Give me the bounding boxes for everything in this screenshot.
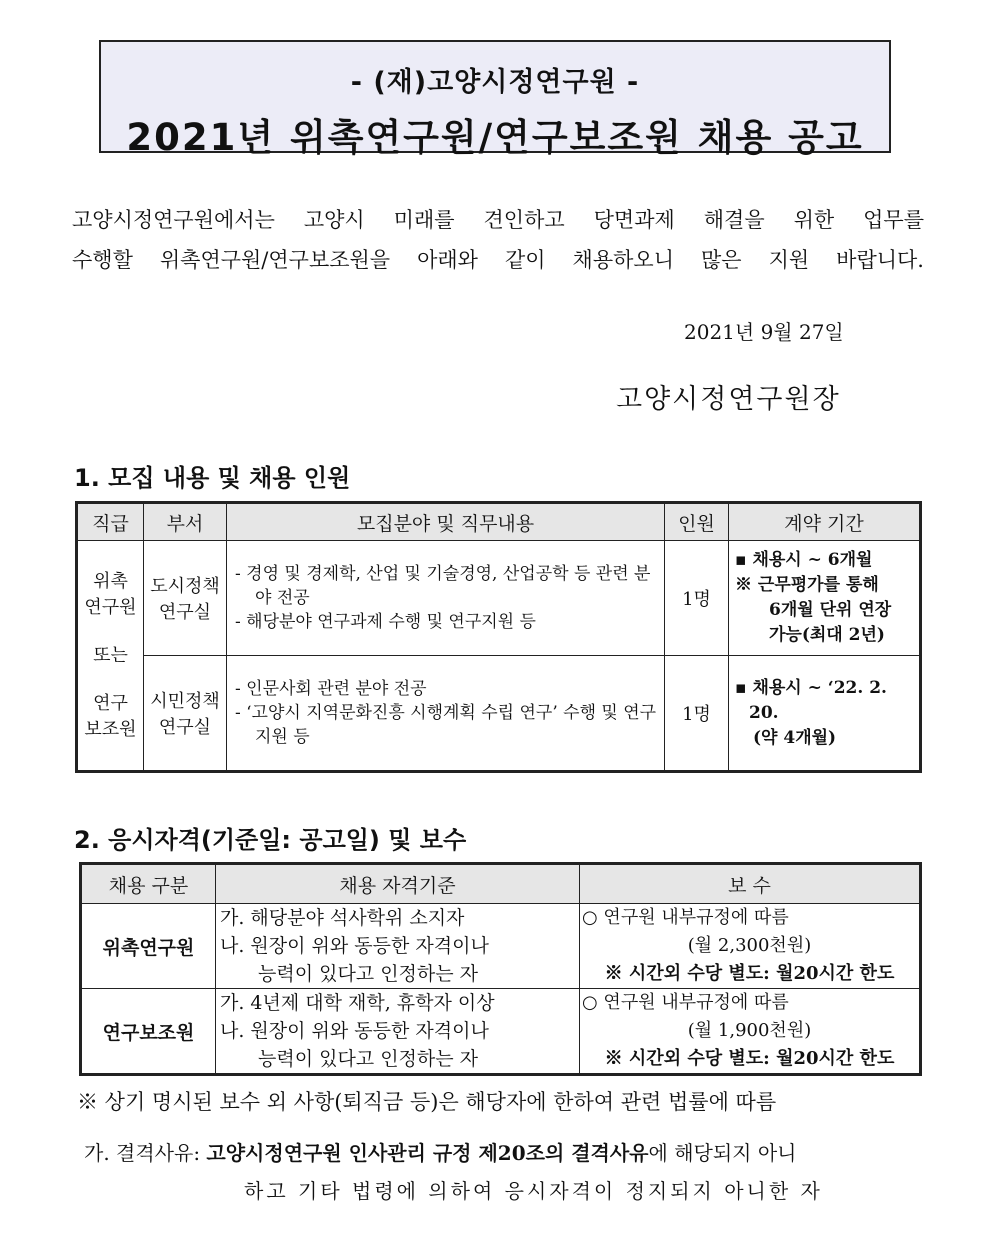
pay-line: ※ 시간외 수당 별도: 월20시간 한도 bbox=[604, 963, 895, 984]
table-header-row bbox=[78, 504, 920, 541]
table-row bbox=[78, 541, 920, 656]
count-cell: 1명 bbox=[665, 541, 729, 656]
table-row bbox=[78, 656, 920, 771]
title-box bbox=[99, 40, 891, 159]
criteria-line: 능력이 있다고 인정하는 자 bbox=[258, 963, 479, 985]
duties-cell bbox=[227, 656, 665, 771]
header-grade: 직급 bbox=[78, 504, 144, 541]
disqualification-bold: 고양시정연구원 인사관리 규정 제20조의 결격사유 bbox=[206, 1141, 649, 1165]
header-duties: 모집분야 및 직무내용 bbox=[227, 504, 665, 541]
pay-cell bbox=[580, 904, 920, 989]
count-cell: 1명 bbox=[665, 656, 729, 771]
pay-line: (월 2,300천원) bbox=[687, 935, 812, 956]
pay-line: ○ 연구원 내부규정에 따름 bbox=[582, 992, 789, 1013]
category-cell: 위촉연구원 bbox=[82, 904, 216, 989]
contract-line: ▪ 채용시 ~ 6개월 bbox=[735, 550, 873, 570]
criteria-cell bbox=[216, 989, 580, 1074]
contract-line: ※ 근무평가를 통해 bbox=[735, 575, 879, 595]
duties-cell bbox=[227, 541, 665, 656]
grade-line: 연구원 bbox=[84, 596, 137, 618]
pay-line: ○ 연구원 내부규정에 따름 bbox=[582, 907, 789, 928]
duty-item: - 해당분야 연구과제 수행 및 연구지원 등 bbox=[235, 612, 536, 632]
table-row bbox=[82, 989, 920, 1074]
duty-item: - 경영 및 경제학, 산업 및 기술경영, 산업공학 등 관련 분야 전공 bbox=[235, 564, 651, 608]
header-dept: 부서 bbox=[144, 504, 227, 541]
pay-line: ※ 시간외 수당 별도: 월20시간 한도 bbox=[604, 1048, 895, 1069]
criteria-cell bbox=[216, 904, 580, 989]
header-criteria: 채용 자격기준 bbox=[216, 865, 580, 904]
contract-cell bbox=[729, 656, 920, 771]
pay-line: (월 1,900천원) bbox=[687, 1020, 812, 1041]
table-row bbox=[82, 904, 920, 989]
contract-line: (약 4개월) bbox=[753, 727, 837, 748]
header-category: 채용 구분 bbox=[82, 865, 216, 904]
criteria-line: 능력이 있다고 인정하는 자 bbox=[258, 1048, 479, 1070]
announcement-date: 2021년 9월 27일 bbox=[684, 320, 844, 344]
page-title: 2021년 위촉연구원/연구보조원 채용 공고 bbox=[126, 116, 864, 159]
disqualification-line-2: 하고 기타 법령에 의하여 응시자격이 정지되지 아니한 자 bbox=[244, 1179, 823, 1203]
header-pay: 보 수 bbox=[580, 865, 920, 904]
criteria-line: 가. 해당분야 석사학위 소지자 bbox=[220, 907, 465, 929]
header-contract: 계약 기간 bbox=[729, 504, 920, 541]
qualification-table bbox=[81, 864, 920, 1074]
duty-item: - ‘고양시 지역문화진흥 시행계획 수립 연구’ 수행 및 연구지원 등 bbox=[235, 703, 657, 747]
dept-line: 시민정책 bbox=[150, 691, 220, 712]
criteria-line: 나. 원장이 위와 동등한 자격이나 bbox=[220, 1020, 489, 1042]
pay-cell bbox=[580, 989, 920, 1074]
duty-item: - 인문사회 관련 분야 전공 bbox=[235, 679, 427, 699]
contract-line: 6개월 단위 연장 bbox=[769, 600, 892, 620]
pay-note: ※ 상기 명시된 보수 외 사항(퇴직금 등)은 해당자에 한하여 관련 법률에 따름 bbox=[77, 1090, 777, 1114]
grade-line: 위촉 bbox=[93, 570, 128, 592]
contract-line: 가능(최대 2년) bbox=[769, 625, 885, 645]
intro-line-1: 고양시정연구원에서는 고양시 미래를 견인하고 당면과제 해결을 위한 업무를 bbox=[72, 208, 924, 232]
disqualification-label: 가. 결격사유: bbox=[84, 1141, 201, 1165]
grade-line: 보조원 bbox=[84, 718, 137, 740]
intro-line-2: 수행할 위촉연구원/연구보조원을 아래와 같이 채용하오니 많은 지원 바랍니다. bbox=[72, 248, 924, 272]
grade-line: 연구 bbox=[93, 692, 128, 714]
signer: 고양시정연구원장 bbox=[616, 384, 841, 415]
organization-subtitle: - (재)고양시정연구원 - bbox=[350, 67, 640, 98]
dept-cell bbox=[144, 541, 227, 656]
table-header-row bbox=[82, 865, 920, 904]
dept-line: 도시정책 bbox=[150, 576, 220, 597]
criteria-line: 나. 원장이 위와 동등한 자격이나 bbox=[220, 935, 489, 957]
disqualification-rest: 에 해당되지 아니 bbox=[648, 1141, 797, 1165]
disqualification-line-1 bbox=[84, 1137, 796, 1166]
category-cell: 연구보조원 bbox=[82, 989, 216, 1074]
section-2-heading: 2. 응시자격(기준일: 공고일) 및 보수 bbox=[74, 826, 467, 854]
dept-cell bbox=[144, 656, 227, 771]
recruitment-table bbox=[77, 503, 920, 771]
dept-line: 연구실 bbox=[158, 717, 212, 738]
header-count: 인원 bbox=[665, 504, 729, 541]
contract-cell bbox=[729, 541, 920, 656]
grade-cell bbox=[78, 541, 144, 771]
criteria-line: 가. 4년제 대학 재학, 휴학자 이상 bbox=[220, 992, 495, 1014]
section-1-heading: 1. 모집 내용 및 채용 인원 bbox=[74, 464, 351, 492]
grade-line: 또는 bbox=[93, 644, 128, 666]
contract-line: ▪ 채용시 ~ ‘22. 2. 20. bbox=[735, 677, 887, 723]
dept-line: 연구실 bbox=[158, 602, 212, 623]
